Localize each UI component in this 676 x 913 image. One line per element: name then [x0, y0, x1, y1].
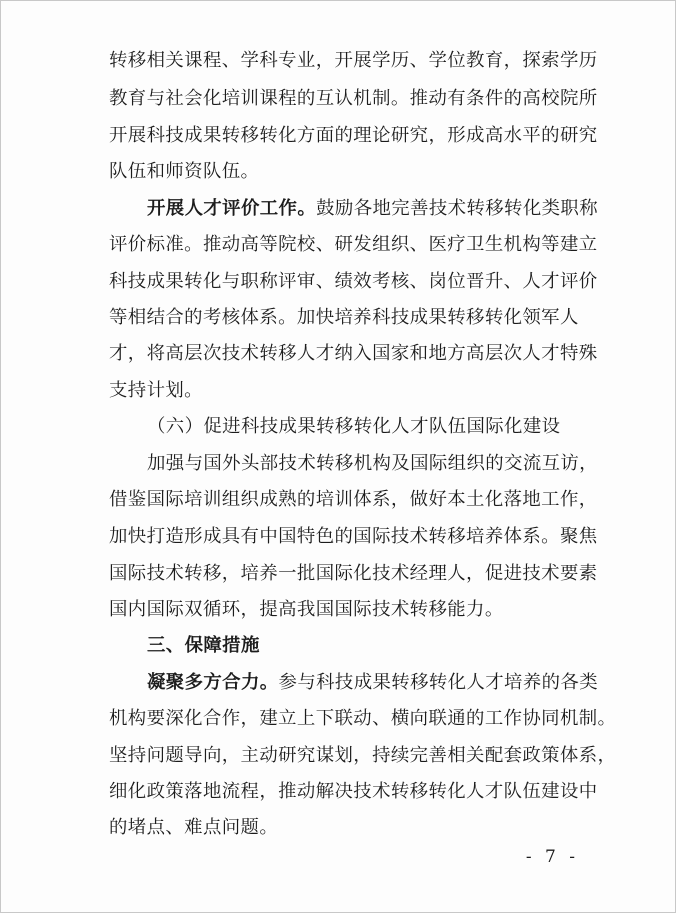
section-heading: 三、保障措施 [147, 635, 260, 656]
paragraph-line: 支持计划。 [109, 380, 203, 401]
paragraph-line: 坚持问题导向，主动研究谋划，持续完善相关配套政策体系， [109, 745, 617, 766]
paragraph-line: 转移相关课程、学科专业，开展学历、学位教育，探索学历 [109, 50, 598, 71]
paragraph-line: 科技成果转化与职称评审、绩效考核、岗位晋升、人才评价 [109, 271, 598, 292]
paragraph-line: 加快打造形成具有中国特色的国际技术转移培养体系。聚焦 [109, 526, 598, 547]
paragraph-line: 评价标准。推动高等院校、研发组织、医疗卫生机构等建立 [109, 234, 598, 255]
page-number: - 7 - [525, 847, 579, 867]
paragraph-lead-heading: 开展人才评价工作。 [147, 198, 317, 219]
paragraph-line: 等相结合的考核体系。加快培养科技成果转移转化领军人 [109, 307, 579, 328]
subsection-heading: （六）促进科技成果转移转化人才队伍国际化建设 [147, 416, 561, 437]
paragraph-line: 国际技术转移，培养一批国际化技术经理人，促进技术要素 [109, 563, 598, 584]
paragraph-line: 加强与国外头部技术转移机构及国际组织的交流互访， [147, 453, 598, 474]
paragraph-line: 队伍和师资队伍。 [109, 161, 260, 182]
paragraph-line: 机构要深化合作，建立上下联动、横向联通的工作协同机制。 [109, 708, 617, 729]
paragraph-line: 的堵点、难点问题。 [109, 817, 279, 838]
paragraph-line: 细化政策落地流程，推动解决技术转移转化人才队伍建设中 [109, 781, 598, 802]
paragraph-line [147, 668, 598, 698]
paragraph-text: 鼓励各地完善技术转移转化类职称 [316, 198, 598, 219]
paragraph-line: 开展科技成果转移转化方面的理论研究，形成高水平的研究 [109, 125, 598, 146]
paragraph-line: 才，将高层次技术转移人才纳入国家和地方高层次人才特殊 [109, 343, 598, 364]
paragraph-line: 教育与社会化培训课程的互认机制。推动有条件的高校院所 [109, 88, 598, 109]
paragraph-text: 参与科技成果转移转化人才培养的各类 [278, 672, 598, 693]
paragraph-lead-heading: 凝聚多方合力。 [147, 672, 279, 693]
paragraph-line [147, 194, 598, 224]
paragraph-line: 国内国际双循环，提高我国国际技术转移能力。 [109, 599, 504, 620]
paragraph-line: 借鉴国际培训组织成熟的培训体系，做好本土化落地工作， [109, 489, 598, 510]
